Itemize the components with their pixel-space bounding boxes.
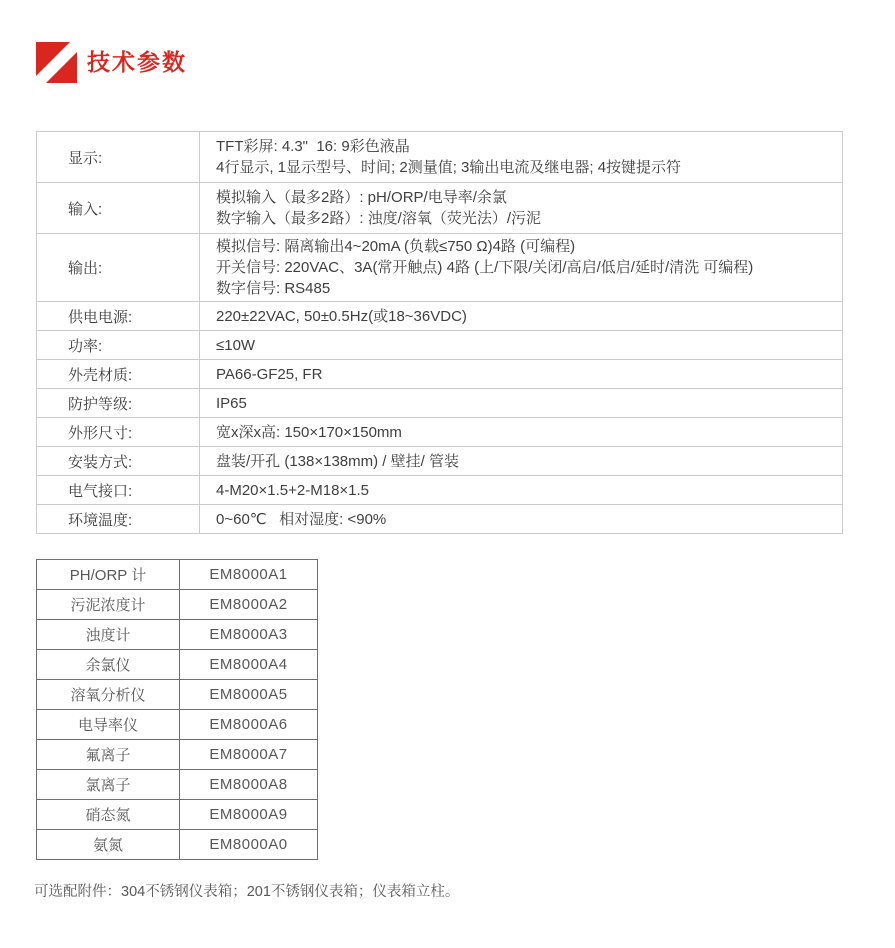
instrument-name: 氟离子 [37,740,180,770]
spec-value [200,418,843,447]
instrument-name: 余氯仪 [37,650,180,680]
spec-value-line: 宽x深x高: 150×170×150mm [216,423,402,441]
model-number: EM8000A3 [180,620,318,650]
model-number: EM8000A6 [180,710,318,740]
spec-value [200,360,843,389]
spec-row [37,418,843,447]
spec-value-line: 4行显示, 1显示型号、时间; 2测量值; 3输出电流及继电器; 4按键提示符 [216,159,682,176]
spec-value-line: IP65 [216,394,247,412]
spec-row [37,447,843,476]
instrument-name: 溶氧分析仪 [37,680,180,710]
instrument-name: 电导率仪 [37,710,180,740]
model-number: EM8000A4 [180,650,318,680]
spec-row [37,302,843,331]
spec-row [37,360,843,389]
spec-label: 外形尺寸: [37,418,200,447]
model-number: EM8000A9 [180,800,318,830]
model-row [37,740,318,770]
instrument-name: PH/ORP 计 [37,560,180,590]
spec-value-line: ≤10W [216,336,256,354]
instrument-name: 污泥浓度计 [37,590,180,620]
model-row [37,590,318,620]
spec-value [200,505,843,534]
model-row [37,620,318,650]
section-header [36,42,187,83]
spec-value [200,476,843,505]
model-number: EM8000A1 [180,560,318,590]
spec-label: 输入: [37,183,200,234]
spec-value-line: 220±22VAC, 50±0.5Hz(或18~36VDC) [216,307,467,325]
model-row [37,800,318,830]
spec-row [37,132,843,183]
instrument-name: 浊度计 [37,620,180,650]
spec-value-line: 模拟信号: 隔离输出4~20mA (负载≤750 Ω)4路 (可编程) [216,238,576,255]
spec-label: 外壳材质: [37,360,200,389]
model-number: EM8000A0 [180,830,318,860]
spec-label: 防护等级: [37,389,200,418]
accessories-note: 可选配附件：304不锈钢仪表箱；201不锈钢仪表箱；仪表箱立柱。 [34,884,460,900]
spec-row [37,331,843,360]
spec-value-line: 盘装/开孔 (138×138mm) / 壁挂/ 管装 [216,452,459,470]
spec-value [200,132,843,183]
spec-value-line: TFT彩屏: 4.3" 16: 9彩色液晶 [216,138,410,155]
spec-table [36,131,843,534]
spec-value [200,183,843,234]
spec-row [37,505,843,534]
spec-value-line: 模拟输入（最多2路）: pH/ORP/电导率/余氯 [216,189,507,206]
spec-value-line: PA66-GF25, FR [216,365,323,383]
model-table [36,559,318,860]
model-number: EM8000A7 [180,740,318,770]
spec-value-line: 数字输入（最多2路）: 浊度/溶氧（荧光法）/污泥 [216,210,542,227]
spec-value [200,234,843,302]
spec-value [200,447,843,476]
section-marker-icon [36,42,77,83]
spec-label: 环境温度: [37,505,200,534]
spec-table-body [37,132,843,534]
spec-label: 供电电源: [37,302,200,331]
spec-label: 电气接口: [37,476,200,505]
model-number: EM8000A2 [180,590,318,620]
model-row [37,770,318,800]
instrument-name: 氯离子 [37,770,180,800]
model-table-body [37,560,318,860]
spec-label: 安装方式: [37,447,200,476]
spec-label: 输出: [37,234,200,302]
spec-value-line: 数字信号: RS485 [216,280,331,297]
spec-row [37,183,843,234]
spec-value [200,302,843,331]
spec-label: 功率: [37,331,200,360]
spec-value-line: 4-M20×1.5+2-M18×1.5 [216,481,370,499]
model-row [37,560,318,590]
model-number: EM8000A5 [180,680,318,710]
spec-row [37,389,843,418]
model-row [37,680,318,710]
spec-value [200,389,843,418]
section-title: 技术参数 [87,49,187,75]
instrument-name: 硝态氮 [37,800,180,830]
spec-value-line: 开关信号: 220VAC、3A(常开触点) 4路 (上/下限/关闭/高启/低启/延时/清洗 可编程) [216,259,754,276]
model-row [37,830,318,860]
spec-row [37,234,843,302]
spec-row [37,476,843,505]
model-row [37,710,318,740]
model-number: EM8000A8 [180,770,318,800]
spec-value [200,331,843,360]
instrument-name: 氨氮 [37,830,180,860]
model-row [37,650,318,680]
spec-value-line: 0~60℃ 相对湿度: <90% [216,510,387,528]
spec-label: 显示: [37,132,200,183]
